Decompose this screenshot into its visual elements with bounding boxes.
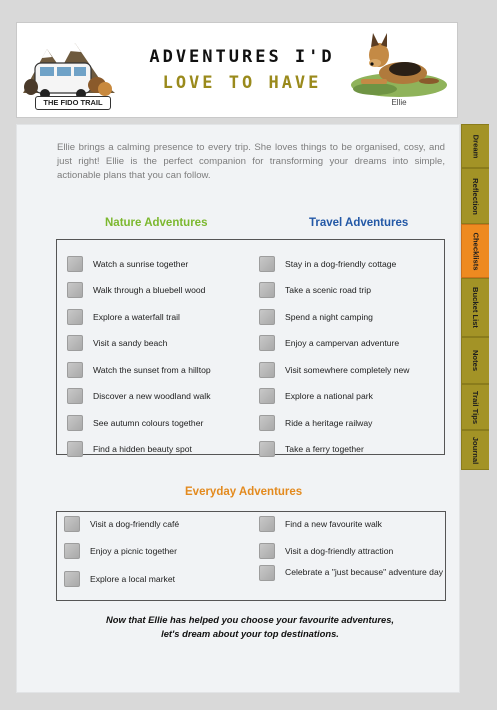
checklist-item[interactable] (259, 516, 382, 532)
checklist-item-label: See autumn colours together (93, 418, 204, 428)
checklist-item[interactable] (259, 335, 399, 351)
dog-name-caption: Ellie (391, 98, 407, 107)
checklist-item[interactable] (67, 415, 203, 431)
checklist-item[interactable] (67, 335, 167, 351)
checkbox[interactable] (259, 256, 275, 272)
checkbox[interactable] (67, 362, 83, 378)
checklist-item-label: Explore a waterfall trail (93, 312, 180, 322)
intro-paragraph: Ellie brings a calming presence to every trip. She loves things to be organised, cosy, and just right! Ellie is the perfect companion for transforming your dreams into simple, actionable plans that you can follow. (57, 142, 445, 181)
checkbox[interactable] (64, 571, 80, 587)
checkbox[interactable] (259, 282, 275, 298)
checklist-item-label: Watch the sunset from a hilltop (93, 365, 211, 375)
checklist-item-label: Discover a new woodland walk (93, 391, 211, 401)
checkbox[interactable] (67, 256, 83, 272)
checklist-item-label: Explore a national park (285, 391, 373, 401)
dog-illustration (345, 31, 449, 101)
closing-note (57, 613, 443, 641)
checklist-item-label: Find a hidden beauty spot (93, 444, 192, 454)
checklist-item-label: Find a new favourite walk (285, 519, 382, 529)
checkbox[interactable] (259, 309, 275, 325)
checklist-item-label: Visit a dog-friendly café (90, 519, 180, 529)
checklist-item[interactable] (259, 309, 373, 325)
adventures-checklist-box (56, 239, 445, 455)
checkbox[interactable] (259, 362, 275, 378)
page-title-line-2: LOVE TO HAVE (162, 73, 322, 93)
checkbox[interactable] (67, 335, 83, 351)
checkbox[interactable] (259, 543, 275, 559)
tab-dream[interactable] (461, 124, 489, 168)
travel-adventures-heading: Travel Adventures (309, 217, 409, 229)
logo-text: THE FIDO TRAIL (35, 96, 111, 110)
closing-line-2: let's dream about your top destinations. (161, 628, 339, 639)
checkbox[interactable] (67, 282, 83, 298)
checkbox[interactable] (67, 415, 83, 431)
checklist-item[interactable] (67, 441, 192, 457)
checkbox[interactable] (67, 309, 83, 325)
checkbox[interactable] (259, 565, 275, 581)
checklist-item[interactable] (67, 309, 180, 325)
tab-label: Dream (470, 134, 480, 158)
checklist-item-label: Explore a local market (90, 574, 176, 584)
checkbox[interactable] (259, 516, 275, 532)
nature-adventures-heading: Nature Adventures (105, 217, 208, 229)
checkbox[interactable] (64, 516, 80, 532)
checklist-item[interactable] (67, 282, 205, 298)
tab-label: Reflection (471, 177, 480, 215)
checkbox[interactable] (259, 415, 275, 431)
tab-label: Journal (471, 436, 480, 464)
checklist-item[interactable] (67, 388, 211, 404)
checklist-item-label: Enjoy a picnic together (90, 546, 177, 556)
checklist-item-label: Stay in a dog-friendly cottage (285, 259, 397, 269)
page-title-line-1: ADVENTURES I'D (149, 47, 335, 67)
tab-label: Notes (470, 349, 480, 372)
checklist-item[interactable] (67, 256, 188, 272)
checklist-item[interactable] (64, 516, 179, 532)
tab-label: Checklists (471, 232, 480, 270)
fido-trail-logo (21, 33, 117, 111)
checklist-item[interactable] (259, 282, 371, 298)
tab-notes[interactable] (461, 337, 489, 384)
checklist-item[interactable] (259, 565, 447, 581)
checklist-item-label: Visit somewhere completely new (285, 365, 410, 375)
everyday-adventures-heading: Everyday Adventures (185, 486, 303, 498)
content-panel (16, 124, 460, 693)
checklist-item-label: Celebrate a "just because" adventure day (285, 567, 444, 578)
tab-label: Trail Tips (471, 390, 481, 424)
tab-label: Bucket List (471, 287, 480, 328)
checklist-item-label: Visit a sandy beach (93, 338, 168, 348)
page-header (16, 22, 458, 118)
checkbox[interactable] (259, 388, 275, 404)
tab-journal[interactable] (461, 430, 489, 470)
checkbox[interactable] (67, 388, 83, 404)
checklist-item-label: Take a scenic road trip (285, 285, 371, 295)
checklist-item[interactable] (259, 388, 373, 404)
checkbox[interactable] (259, 441, 275, 457)
checklist-item-label: Watch a sunrise together (93, 259, 189, 269)
checkbox[interactable] (67, 441, 83, 457)
checklist-item[interactable] (259, 415, 372, 431)
checklist-item-label: Visit a dog-friendly attraction (285, 546, 394, 556)
checkbox[interactable] (259, 335, 275, 351)
tab-checklists[interactable] (461, 224, 489, 278)
tab-reflection[interactable] (461, 168, 489, 224)
closing-line-1: Now that Ellie has helped you choose your favourite adventures, (105, 614, 395, 625)
checkbox[interactable] (64, 543, 80, 559)
checklist-item[interactable] (259, 362, 410, 378)
checklist-item[interactable] (64, 571, 175, 587)
checklist-item[interactable] (259, 543, 393, 559)
checklist-item-label: Walk through a bluebell wood (93, 285, 206, 295)
checklist-item-label: Ride a heritage railway (285, 418, 373, 428)
checklist-item[interactable] (259, 256, 396, 272)
tab-trail-tips[interactable] (461, 384, 489, 430)
checklist-item-label: Enjoy a campervan adventure (285, 338, 400, 348)
checklist-item[interactable] (67, 362, 211, 378)
tab-bucket-list[interactable] (461, 278, 489, 337)
checklist-item-label: Spend a night camping (285, 312, 373, 322)
checklist-item-label: Take a ferry together (285, 444, 364, 454)
checklist-item[interactable] (64, 543, 177, 559)
everyday-checklist-box (56, 511, 446, 601)
checklist-item[interactable] (259, 441, 364, 457)
